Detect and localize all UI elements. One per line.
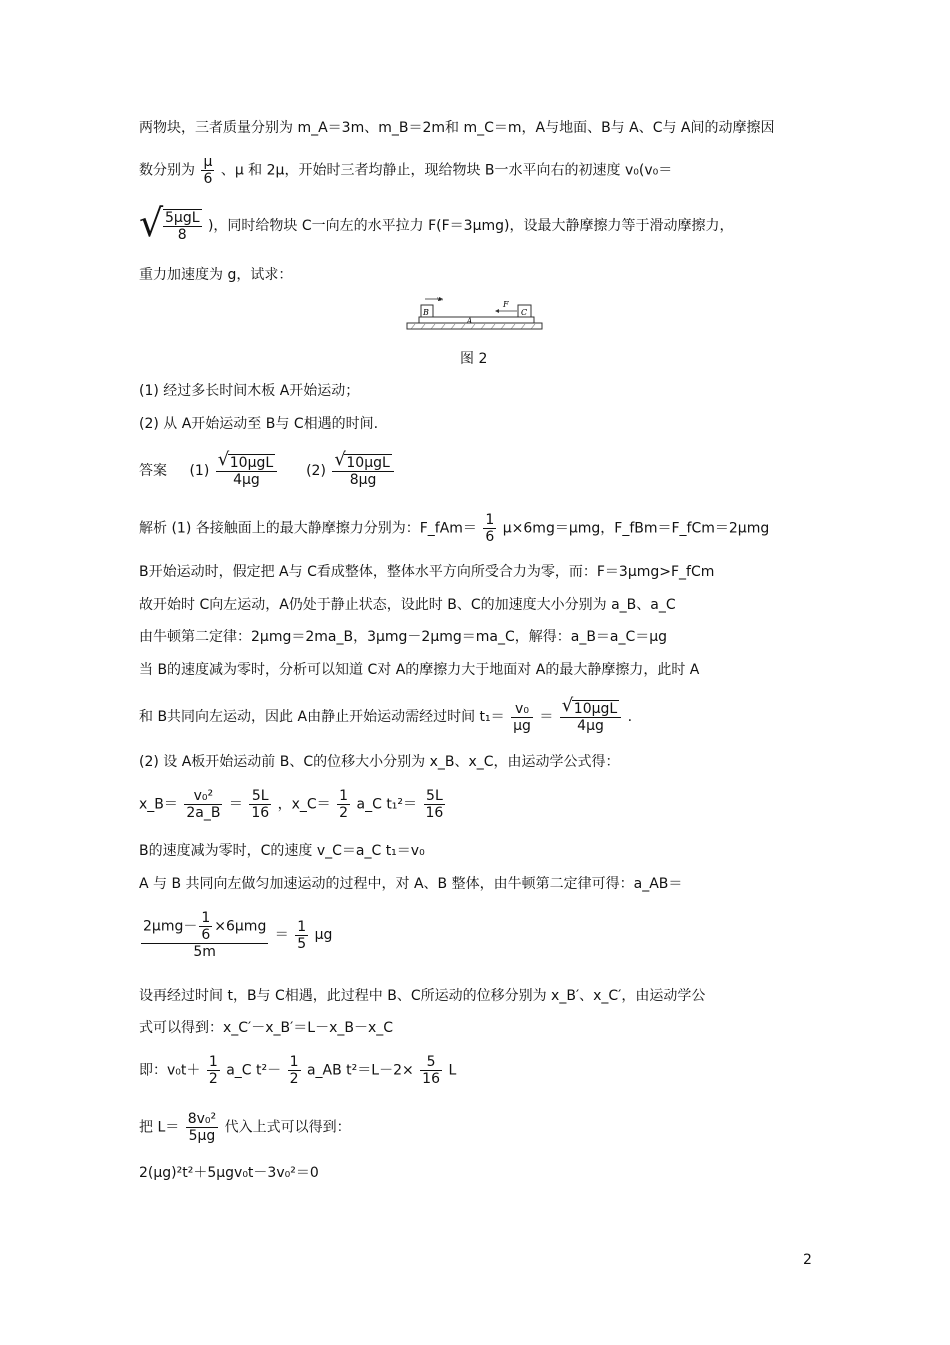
answer-2-fraction: √ 10μgL 8μg xyxy=(332,454,393,488)
fraction: $\frac{1}{6}$ xyxy=(485,512,495,545)
solution-line-15 xyxy=(139,1111,351,1144)
problem-line-2 xyxy=(139,154,672,187)
fraction: $\frac{\text{8v₀²}}{5\mu g}$ xyxy=(187,1111,217,1144)
figure-2-diagram xyxy=(405,293,545,333)
text: 数分别为 xyxy=(139,162,195,179)
fraction: $\frac{1}{2}$ xyxy=(289,1054,299,1087)
text: 和 B共同向左运动，因此 A由静止开始运动需经过时间 t₁＝ xyxy=(139,709,505,725)
text: x_B＝ xyxy=(139,796,178,813)
text: 、μ 和 2μ，开始时三者均静止，现给物块 B一水平向右的初速度 v₀(v₀＝ xyxy=(220,162,673,179)
solution-line-14 xyxy=(139,1054,456,1087)
fraction: $\frac{1}{2}$ xyxy=(339,788,349,821)
answer-label: 答案 xyxy=(139,463,167,479)
svg-text:F: F xyxy=(503,300,509,309)
solution-line-12: 设再经过时间 t，B与 C相遇，此过程中 B、C所运动的位移分别为 x_B′、x_C′，由运动学公 xyxy=(139,988,706,1004)
fraction: √ 10μgL 4μg xyxy=(560,700,621,734)
solution-line-9: B的速度减为零时，C的速度 v_C＝a_C t₁＝v₀ xyxy=(139,843,425,859)
fraction: 2μmg－ $\frac{1}{6}$ ×6μmg 5m xyxy=(143,910,267,960)
svg-text:A: A xyxy=(467,317,473,325)
text: L xyxy=(448,1062,457,1079)
text: 把 L＝ xyxy=(139,1119,180,1136)
answer-line xyxy=(139,449,396,488)
fraction: $\frac{1}{2}$ xyxy=(208,1054,218,1087)
fraction-mu-over-6: $\frac{\mu}{6}$ xyxy=(203,154,213,187)
solution-line-6 xyxy=(139,695,633,734)
text: (1) xyxy=(189,463,210,479)
fraction: $\frac{1}{5}$ xyxy=(297,918,307,952)
text: a_C t₁²＝ xyxy=(356,796,418,813)
text: )，同时给物块 C一向左的水平拉力 F(F＝3μmg)，设最大静摩擦力等于滑动摩擦力， xyxy=(207,218,734,234)
text: ＝ xyxy=(539,709,554,725)
text: (2) xyxy=(306,463,326,479)
solution-line-5: 当 B的速度减为零时，分析可以知道 C对 A的摩擦力大于地面对 A的最大静摩擦力，此时 A xyxy=(139,662,700,678)
text: a_C t²－ xyxy=(226,1062,282,1079)
problem-line-1: 两物块，三者质量分别为 m_A＝3m、m_B＝2m和 m_C＝m，A与地面、B与 A、C与 A间的动摩擦因 xyxy=(139,120,775,136)
solution-line-7: (2) 设 A板开始运动前 B、C的位移大小分别为 x_B、x_C，由运动学公式得： xyxy=(139,754,620,770)
question-1: (1) 经过多长时间木板 A开始运动； xyxy=(139,383,360,399)
solution-line-11 xyxy=(139,910,332,960)
solution-line-8 xyxy=(139,788,447,821)
fraction: $\frac{5L}{16}$ xyxy=(425,788,444,821)
text: 即：v₀t＋ xyxy=(139,1062,201,1079)
solution-line-13: 式可以得到：x_C′－x_B′＝L－x_B－x_C xyxy=(139,1020,394,1036)
problem-line-4: 重力加速度为 g，试求： xyxy=(139,267,293,283)
svg-text:C: C xyxy=(521,308,528,317)
text: μ×6mg＝μmg，F_fBm＝F_fCm＝2μmg xyxy=(502,520,770,537)
problem-line-3 xyxy=(139,201,734,245)
svg-text:B: B xyxy=(423,308,429,317)
text: . xyxy=(627,709,633,725)
text: ＝ xyxy=(274,927,289,943)
svg-text:v₀: v₀ xyxy=(437,296,443,303)
solution-line-10: A 与 B 共同向左做匀加速运动的过程中，对 A、B 整体，由牛顿第二定律可得：a_AB＝ xyxy=(139,876,683,892)
solution-line-3: 故开始时 C向左运动，A仍处于静止状态，设此时 B、C的加速度大小分别为 a_B、a_C xyxy=(139,597,676,613)
question-2: (2) 从 A开始运动至 B与 C相遇的时间. xyxy=(139,416,379,432)
text: a_AB t²＝L－2× xyxy=(306,1062,414,1079)
solution-line-2: B开始运动时，假定把 A与 C看成整体，整体水平方向所受合力为零，而：F＝3μmg>F_fCm xyxy=(139,564,715,580)
text: 代入上式可以得到： xyxy=(224,1119,351,1136)
text: μg xyxy=(314,927,333,943)
fraction: $\frac{5}{16}$ xyxy=(422,1054,440,1087)
fraction: $\frac{\text{v₀²}}{2a\_B}$ xyxy=(186,788,221,821)
answer-1-fraction: √ 10μgL 4μg xyxy=(216,454,277,488)
text: 解析 (1) 各接触面上的最大静摩擦力分别为：F_fAm＝ xyxy=(139,520,477,537)
solution-line-16: 2(μg)²t²＋5μgv₀t－3v₀²＝0 xyxy=(139,1165,319,1181)
text: ＝ xyxy=(228,796,243,813)
figure-caption: 图 2 xyxy=(460,351,488,367)
fraction: $\frac{\text{v₀}}{\mu g}$ xyxy=(513,700,531,734)
fraction: $\frac{5L}{16}$ xyxy=(251,788,270,821)
text: ，x_C＝ xyxy=(277,796,331,813)
page-number: 2 xyxy=(803,1252,812,1268)
solution-line-4: 由牛顿第二定律：2μmg＝2ma_B，3μmg－2μmg＝ma_C，解得：a_B＝a_C＝μg xyxy=(139,629,668,645)
solution-line-1 xyxy=(139,512,769,545)
sqrt-expression: √ $\frac{\text{5μgL}}{8}$ xyxy=(139,201,200,245)
